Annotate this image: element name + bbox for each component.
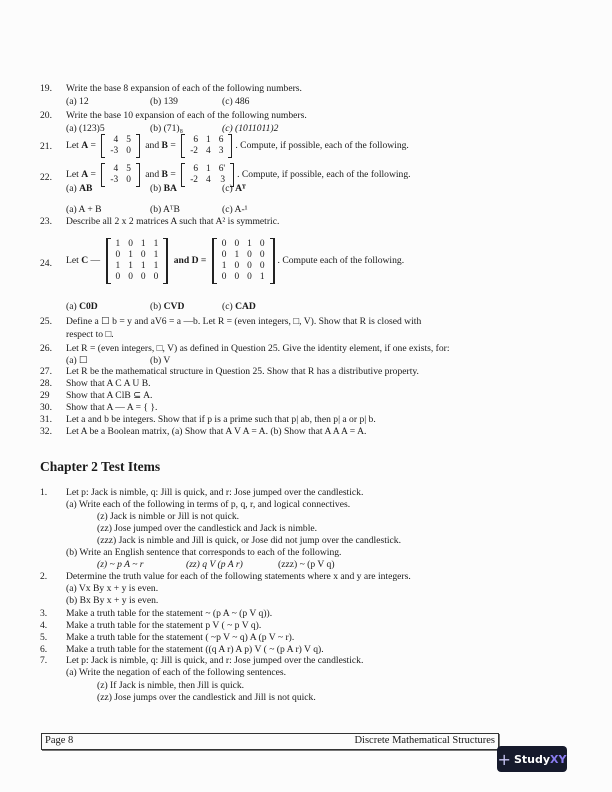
- value: C0D: [79, 301, 98, 312]
- matrix-cell: 0: [234, 261, 240, 271]
- matrix-cell: 1: [221, 261, 227, 271]
- matrix-b: [181, 163, 234, 187]
- and-d-label: and D =: [173, 255, 207, 267]
- matrix-cell: -2: [190, 175, 198, 185]
- matrix-cell: 0: [221, 239, 227, 249]
- q26-b: (b) V: [150, 355, 171, 366]
- matrix-cell: 0: [247, 250, 252, 260]
- value: Aᵀ: [235, 183, 246, 194]
- equals: =: [170, 169, 176, 181]
- c1-b1: (z) ~ p A ~ r: [97, 559, 144, 570]
- brand-text: Study: [513, 752, 550, 766]
- matrix-row: [106, 164, 135, 175]
- page-number: Page 8: [45, 735, 74, 746]
- matrix-row: [106, 146, 135, 157]
- q31-number: 31.: [40, 414, 52, 425]
- equals: =: [170, 140, 176, 152]
- matrix-cell: 0: [247, 272, 252, 282]
- value: CVD: [163, 301, 185, 312]
- matrix-cell: -2: [190, 146, 198, 156]
- matrix-cell: 3: [220, 175, 226, 185]
- page-footer: [41, 733, 499, 750]
- q20-text: Write the base 10 expansion of each of the following numbers.: [66, 110, 307, 121]
- matrix-row: [112, 250, 163, 261]
- matrix-row: [106, 135, 135, 146]
- matrix-grid: [218, 239, 269, 283]
- q21-statement: [66, 134, 409, 158]
- matrix-cell: 0: [221, 250, 227, 260]
- matrix-cell: 4: [113, 164, 119, 174]
- q24-tail: . Compute each of the following.: [277, 255, 405, 267]
- matrix-cell: 4: [206, 175, 211, 185]
- matrix-cell: 1: [128, 250, 133, 260]
- matrix-cell: 1: [140, 261, 146, 271]
- q24-statement: [66, 238, 404, 284]
- c7-a2: (zz) Jose jumps over the candlestick and Jill is not quick.: [97, 692, 316, 703]
- book-title: Discrete Mathematical Structures: [354, 735, 495, 746]
- matrix-row: [218, 239, 269, 250]
- q20-number: 20.: [40, 110, 52, 121]
- value: BA: [163, 183, 177, 194]
- q19-a: (a) 12: [66, 96, 89, 107]
- q25-text: Define a ☐ b = y and aV6 = a —b. Let R = (even integers, □, V). Show that R is closed with: [66, 316, 422, 327]
- q22-c: (c) A-¹: [222, 204, 248, 215]
- q26-number: 26.: [40, 343, 52, 354]
- q29-number: 29: [40, 390, 50, 401]
- label: (a): [66, 183, 77, 194]
- label: (a): [66, 301, 77, 312]
- matrix-cell: 1: [153, 261, 159, 271]
- q27-text: Let R be the mathematical structure in Question 25. Show that R has a distributive property.: [66, 366, 419, 377]
- let-label: Let: [66, 255, 79, 267]
- matrix-cell: 0: [140, 250, 146, 260]
- c1-text: Let p: Jack is nimble, q: Jill is quick, and r: Jose jumped over the candlestick.: [66, 487, 364, 498]
- q22-tail: . Compute, if possible, each of the following.: [237, 169, 411, 181]
- c5-number: 5.: [40, 632, 48, 643]
- matrix-cell: 1: [140, 239, 146, 249]
- c1-number: 1.: [40, 487, 48, 498]
- c5-text: Make a truth table for the statement ( ~p V ~ q) A (p V ~ r).: [66, 632, 295, 643]
- q28-text: Show that A C A U B.: [66, 378, 151, 389]
- q22-b: (b) AᵀB: [150, 204, 180, 215]
- matrix-cell: 0: [221, 272, 227, 282]
- matrix-cell: 0: [153, 272, 159, 282]
- q28-number: 28.: [40, 378, 52, 389]
- let-label: Let: [66, 169, 79, 181]
- matrix-cell: 0: [140, 272, 146, 282]
- matrix-cell: -3: [110, 175, 119, 185]
- matrix-cell: 0: [234, 272, 240, 282]
- c3-number: 3.: [40, 608, 48, 619]
- matrix-cell: 1: [153, 250, 159, 260]
- c1-a2: (zz) Jose jumped over the candlestick and Jack is nimble.: [97, 523, 318, 534]
- q32-number: 32.: [40, 426, 52, 437]
- studyxy-badge[interactable]: [497, 746, 567, 772]
- matrix-b-label: B: [161, 169, 168, 181]
- matrix-c: [106, 238, 169, 284]
- c6-number: 6.: [40, 644, 48, 655]
- matrix-row: [186, 135, 227, 146]
- matrix-cell: 1: [206, 135, 211, 145]
- q22-statement: [66, 163, 411, 187]
- chapter-heading: Chapter 2 Test Items: [40, 459, 161, 474]
- label: (b): [150, 183, 162, 194]
- label: (c): [222, 301, 233, 312]
- matrix-cell: 0: [115, 272, 121, 282]
- q32-text: Let A be a Boolean matrix, (a) Show that A V A = A. (b) Show that A A A = A.: [66, 426, 367, 437]
- matrix-cell: 0: [128, 272, 133, 282]
- c2-a: (a) Vx By x + y is even.: [66, 583, 159, 594]
- c2-number: 2.: [40, 571, 48, 582]
- matrix-a-label: A: [81, 140, 89, 152]
- matrix-row: [186, 146, 227, 157]
- matrix-cell: 0: [126, 146, 131, 156]
- matrix-b-label: B: [161, 140, 168, 152]
- and-label: and: [145, 140, 160, 152]
- q24-a: [66, 301, 98, 313]
- q19-c: (c) 486: [222, 96, 250, 107]
- c2-b: (b) Bx By x + y is even.: [66, 595, 159, 606]
- plus-icon: +: [497, 749, 511, 769]
- matrix-cell: 1: [153, 239, 159, 249]
- matrix-cell: 1: [247, 239, 252, 249]
- matrix-c-label: C: [81, 255, 89, 267]
- c7-a1: (z) If Jack is nimble, then Jill is quick.: [97, 680, 245, 691]
- matrix-row: [112, 239, 163, 250]
- q19-text: Write the base 8 expansion of each of the following numbers.: [66, 83, 302, 94]
- c1-b3: (zzz) ~ (p V q): [278, 559, 335, 570]
- matrix-cell: 0: [259, 239, 265, 249]
- matrix-cell: 3: [218, 146, 224, 156]
- q24-c: [222, 301, 256, 313]
- q31-text: Let a and b be integers. Show that if p is a prime such that p| ab, then p| a or p| b.: [66, 414, 376, 425]
- matrix-row: [112, 261, 163, 272]
- q29-text: Show that A ClB ⊆ A.: [66, 390, 153, 401]
- q25-number: 25.: [40, 316, 52, 327]
- matrix-grid: [106, 135, 135, 157]
- q27-number: 27.: [40, 366, 52, 377]
- matrix-a: [101, 134, 140, 158]
- q21-tail: . Compute, if possible, each of the following.: [235, 140, 409, 152]
- c1-a1: (z) Jack is nimble or Jill is not quick.: [97, 511, 240, 522]
- equals: =: [90, 169, 96, 181]
- matrix-row: [218, 250, 269, 261]
- matrix-grid: [186, 135, 227, 157]
- q19-b: (b) 139: [150, 96, 178, 107]
- let-label: Let: [66, 140, 79, 152]
- c7-a: (a) Write the negation of each of the following sentences.: [66, 667, 287, 678]
- c7-number: 7.: [40, 655, 48, 666]
- matrix-b: [181, 134, 232, 158]
- matrix-cell: 0: [115, 250, 121, 260]
- value: CAD: [235, 301, 256, 312]
- matrix-cell: 6: [193, 164, 198, 174]
- matrix-row: [186, 164, 229, 175]
- q23-number: 23.: [40, 216, 52, 227]
- matrix-cell: 1: [234, 250, 240, 260]
- matrix-cell: 1: [115, 239, 121, 249]
- c4-number: 4.: [40, 620, 48, 631]
- q30-number: 30.: [40, 402, 52, 413]
- c2-text: Determine the truth value for each of the following statements where x and y are integers.: [66, 571, 411, 582]
- matrix-cell: 0: [128, 239, 133, 249]
- c1-a3: (zzz) Jack is nimble and Jill is quick, or Jose did not jump over the candlestick.: [97, 535, 401, 546]
- q20-a: (a) (123)5: [66, 123, 105, 134]
- matrix-cell: 5: [126, 164, 131, 174]
- matrix-cell: 0: [259, 250, 265, 260]
- q20-b: (b) (71)₈: [150, 123, 183, 134]
- matrix-a-label: A: [81, 169, 89, 181]
- matrix-cell: 4: [113, 135, 119, 145]
- q24-number: 24.: [40, 258, 52, 269]
- matrix-cell: 6: [218, 135, 224, 145]
- equals: =: [90, 140, 96, 152]
- matrix-row: [186, 175, 229, 186]
- c4-text: Make a truth table for the statement p V ( ~ p V q).: [66, 620, 262, 631]
- q24-b: [150, 301, 184, 313]
- q26-a: (a) ☐: [66, 355, 88, 366]
- matrix-cell: 1: [115, 261, 121, 271]
- matrix-cell: 0: [259, 261, 265, 271]
- c7-text: Let p: Jack is nimble, q: Jill is quick, and r: Jose jumped over the candlestick.: [66, 655, 364, 666]
- matrix-cell: 6': [218, 164, 226, 174]
- dash: —: [90, 255, 101, 267]
- q23-text: Describe all 2 x 2 matrices A such that A² is symmetric.: [66, 216, 280, 227]
- q21-number: 21.: [40, 141, 52, 152]
- matrix-row: [106, 175, 135, 186]
- label: (c): [222, 183, 233, 194]
- matrix-cell: 6: [193, 135, 198, 145]
- matrix-cell: 5: [126, 135, 131, 145]
- matrix-grid: [112, 239, 163, 283]
- brand-logo: [514, 753, 567, 766]
- q20-c: (c) (1011011)2: [222, 123, 279, 134]
- q25-cont: respect to □.: [66, 329, 114, 340]
- c1-b2: (zz) q V (p A r): [186, 559, 243, 570]
- matrix-cell: -3: [110, 146, 119, 156]
- c3-text: Make a truth table for the statement ~ (p A ~ (p V q)).: [66, 608, 273, 619]
- q26-text: Let R = (even integers, □, V) as defined in Question 25. Give the identity element, if one exists, for:: [66, 343, 450, 354]
- value: AB: [79, 183, 93, 194]
- q30-text: Show that A — A = { }.: [66, 402, 158, 413]
- c1-a: (a) Write each of the following in terms of p, q, r, and logical connectives.: [66, 499, 351, 510]
- brand-accent: XY: [550, 752, 567, 766]
- matrix-grid: [186, 164, 229, 186]
- q19-number: 19.: [40, 83, 52, 94]
- matrix-cell: 1: [128, 261, 133, 271]
- matrix-cell: 1: [259, 272, 265, 282]
- c1-b: (b) Write an English sentence that corresponds to each of the following.: [66, 547, 342, 558]
- q22-number: 22.: [40, 172, 52, 183]
- matrix-cell: 4: [206, 146, 211, 156]
- matrix-row: [218, 261, 269, 272]
- matrix-a: [101, 163, 140, 187]
- matrix-cell: 0: [126, 175, 131, 185]
- matrix-cell: 1: [206, 164, 211, 174]
- and-label: and: [145, 169, 160, 181]
- label: (b): [150, 301, 162, 312]
- matrix-grid: [106, 164, 135, 186]
- q22-a: (a) A + B: [66, 204, 102, 215]
- matrix-cell: 0: [247, 261, 252, 271]
- matrix-cell: 0: [234, 239, 240, 249]
- matrix-row: [112, 272, 163, 283]
- c6-text: Make a truth table for the statement ((q A r) A p) V ( ~ (p A r) V q).: [66, 644, 324, 655]
- matrix-d: [212, 238, 275, 284]
- matrix-row: [218, 272, 269, 283]
